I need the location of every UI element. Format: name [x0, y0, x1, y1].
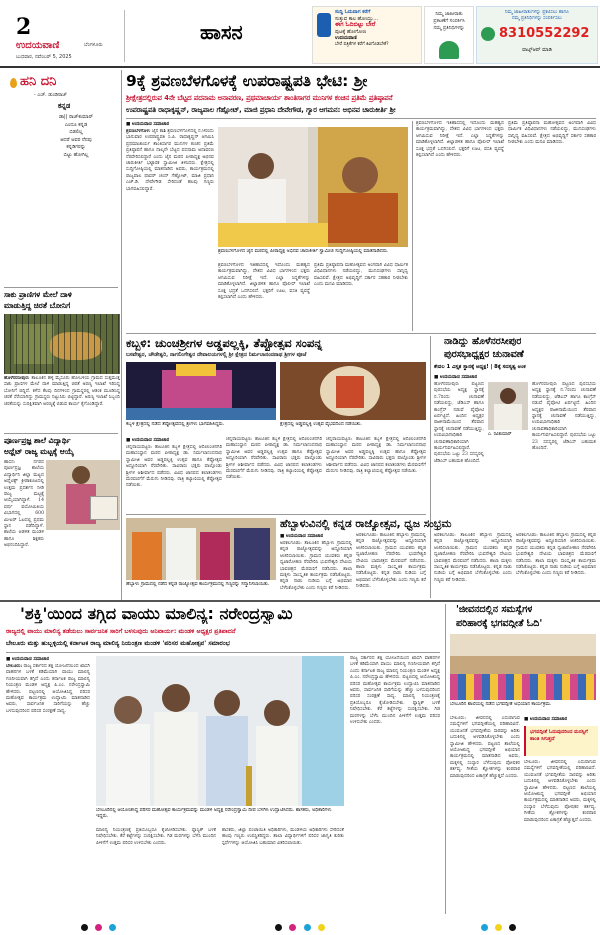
- shravanabelagola-body-c: ಪ್ರತಿಮೆ ಪ್ರತಿಷ್ಠಾಪನಾ ಮಹೋತ್ಸವದ ಅಂಗವಾಗಿ ವಿವಿಧ ಧಾರ್ಮಿಕ ವಿಧಿವಿಧಾನಗಳು ನಡೆಯಲಿದ್ದು, ಮುನಿಸಂಘಗಳು ಸಾನ್ನಿಧ್ಯ ವಹಿಸಲಿವೆ. ಕ್ಷೇತ್ರದ ಅಭಿವೃದ್ಧಿಗೆ ಸರ್ಕಾರ ಸಹಕಾರ ನೀಡಬೇಕು ಎಂದು ಮನವಿ ಮಾಡಿದರು.: [314, 263, 408, 288]
- ad1-line2: ಸುತ್ತುವ ಕಾಲ ಹೋಯ್ತು...: [335, 15, 378, 22]
- hebbal-caption: ಹೆಬ್ಬಾಳು ಗ್ರಾಮದಲ್ಲಿ ನಡೆದ ಕನ್ನಡ ರಾಜ್ಯೋತ್ಸವ ಕಾರ್ಯಕ್ರಮದಲ್ಲಿ ಗಣ್ಯರನ್ನು ಸನ್ಮಾನಿಸಲಾಯಿತು.: [126, 582, 270, 587]
- life-quote-box: [524, 726, 598, 756]
- kabbali-body-3: ಚನ್ನರಾಯಪಟ್ಟಣ: ತಾಲೂಕಿನ ಕಬ್ಬಳಿ ಕ್ಷೇತ್ರದಲ್ಲಿ ಆದಿಚುಂಚನಗಿರಿ ಮಹಾಸಂಸ್ಥಾನ ಮಠದ ಪೀಠಾಧ್ಯಕ್ಷ ಡಾ. ನಿರ್ಮಲಾನಂದನಾಥ ಸ್ವಾಮೀಜಿ ಅವರ ಅಡ್ಡಪಲ್ಲಕ್ಕಿ ಉತ್ಸವ ಹಾಗೂ ತೆಪ್ಪೋತ್ಸವ ಅದ್ಧೂರಿಯಾಗಿ ನೆರವೇರಿತು. ಸಾವಿರಾರು ಭಕ್ತರು ಪಾಲ್ಗೊಂಡು ಶ್ರೀಗಳ ಆಶೀರ್ವಾದ ಪಡೆದರು. ವಿವಿಧ ಜಾನಪದ ಕಲಾತಂಡಗಳು ಮೆರವಣಿಗೆಗೆ ಮೆರುಗು ನೀಡಿದವು. ರಾತ್ರಿ ಕಲ್ಯಾಣಿಯಲ್ಲಿ ತೆಪ್ಪೋತ್ಸವ ನಡೆಯಿತು.: [326, 437, 426, 475]
- kabbali-caption-left: ಕಬ್ಬಳಿ ಕ್ಷೇತ್ರದಲ್ಲಿ ನಡೆದ ತೆಪ್ಪೋತ್ಸವದಲ್ಲಿ ಶ್ರೀಗಳು ಭಾಗವಹಿಸಿದ್ದರು.: [126, 422, 225, 427]
- ad1-line6: ಬೇರೆ ಪತ್ರಿಕೆಗಳ ಕರೆಗೆ ಕಿವಿಗೊಡಬೇಕೆ?: [335, 41, 389, 47]
- hebbal-body-1: ಅರಕಲಗೂಡು: ತಾಲೂಕಿನ ಹೆಬ್ಬಾಳು ಗ್ರಾಮದಲ್ಲಿ ಕನ್ನಡ ರಾಜ್ಯೋತ್ಸವವನ್ನು ಅದ್ಧೂರಿಯಾಗಿ ಆಚರಿಸಲಾಯಿತು. ಗ್ರಾಮದ ಯುವಕರು ಕನ್ನಡ ಧ್ವಜಾರೋಹಣ ನೆರವೇರಿಸಿ ಭುವನೇಶ್ವರಿ ದೇವಿಯ ಭಾವಚಿತ್ರದ ಮೆರವಣಿಗೆ ನಡೆಸಿದರು. ಶಾಲಾ ಮಕ್ಕಳು ಸಾಂಸ್ಕೃತಿಕ ಕಾರ್ಯಕ್ರಮ ನಡೆಸಿಕೊಟ್ಟರು. ಕನ್ನಡ ನಾಡು ನುಡಿಯ ಬಗ್ಗೆ ಅಭಿಮಾನ ಬೆಳೆಸಿಕೊಳ್ಳಬೇಕು ಎಂದು ಗಣ್ಯರು ಕರೆ ನೀಡಿದರು.: [280, 541, 352, 591]
- whatsapp-icon: [481, 27, 495, 41]
- life-byline: ■ ಉದಯವಾಣಿ ಸಮಾಚಾರ: [524, 717, 568, 722]
- athlete-headline-1: ಪೂರ್ಣಪ್ರಜ್ಞ ಶಾಲೆ ವಿದ್ಯಾರ್ಥಿ: [4, 436, 71, 445]
- pollution-dateline: ಬೇಲೂರು:: [6, 664, 23, 669]
- kabbali-photo-left: [126, 362, 276, 420]
- ad1-line5: ಉದಯವಾಣಿ: [335, 35, 357, 41]
- ad1-line1: ಸುದ್ದಿ ಓದುವಾಗ ಕರೆಗೆ: [335, 9, 371, 15]
- life-headline-2: ಪರಿಹಾರಕ್ಕೆ ಭಗವದ್ಗೀತೆ ಓದಿ': [456, 618, 543, 629]
- honey-logo-drop: [10, 78, 17, 88]
- poem-line: ಆದರೆ ಅವರ ನೆನಪು: [60, 136, 92, 143]
- athlete-photo: [46, 460, 120, 530]
- press-meet-photo: [218, 127, 408, 247]
- section-title: ಹಾಸನ: [200, 20, 243, 44]
- leopard-body: [4, 376, 120, 430]
- print-registration-marks-left: [80, 916, 140, 928]
- shravanabelagola-body-a: [126, 129, 214, 331]
- masthead: [0, 0, 600, 66]
- shravanabelagola-body-b: ಶ್ರವಣಬೆಳಗೊಳದ ಇತಿಹಾಸದಲ್ಲಿ ಇದೊಂದು ಮಹತ್ವದ ಕಾರ್ಯಕ್ರಮವಾಗಿದ್ದು, ದೇಶದ ವಿವಿಧ ಭಾಗಗಳಿಂದ ಭಕ್ತರು ಆಗಮಿಸುವ ನಿರೀಕ್ಷೆ ಇದೆ. ಎಲ್ಲಾ ಸಿದ್ಧತೆಗಳನ್ನು ಮಾಡಿಕೊಳ್ಳಲಾಗಿದೆ. ಜಿಲ್ಲಾಡಳಿತ ಹಾಗೂ ಪೊಲೀಸ್ ಇಲಾಖೆ ಸೂಕ್ತ ಭದ್ರತೆ ಒದಗಿಸಲಿದೆ. ಭಕ್ತರಿಗೆ ಊಟ, ವಸತಿ ವ್ಯವಸ್ಥೆ ಕಲ್ಪಿಸಲಾಗಿದೆ ಎಂದು ಹೇಳಿದರು.: [218, 263, 310, 301]
- athlete-headline-2: ಅಥ್ಲೆಟ್ ರಾಜ್ಯ ಮಟ್ಟಕ್ಕೆ ಆಯ್ಕೆ: [4, 447, 74, 456]
- print-registration-marks-right: [480, 916, 540, 928]
- pollution-caption: ಬೇಲೂರಿನಲ್ಲಿ ಆಯೋಜಿಸಿದ್ದ ಪರಿಸರ ಮಹೋತ್ಸವ ಕಾರ್ಯಕ್ರಮವನ್ನು ಮಂಡಳಿ ಅಧ್ಯಕ್ಷ ನರೇಂದ್ರಸ್ವಾಮಿ ದೀಪ ಬೆಳಗಿಸಿ ಉದ್ಘಾಟಿಸಿದರು. ಶಾಸಕರು, ಅಧಿಕಾರಿಗಳು ಇದ್ದರು.: [96, 808, 332, 819]
- pollution-byline: ■ ಉದಯವಾಣಿ ಸಮಾಚಾರ: [6, 657, 50, 662]
- poem-line: ಬಿಡಲಿಲ್ಲ: [69, 129, 83, 135]
- holenarasipura-headline-1: ನಾಡಿದ್ದು ಹೊಳೆನರಸೀಪುರ: [444, 336, 522, 347]
- leopard-photo: [4, 314, 120, 374]
- pollution-deck-1: ರಾಜ್ಯದಲ್ಲಿ ವಾಯು ಮಾಲಿನ್ಯ ತಡೆಯಲು ಸಾರ್ವಜನಿಕ ಸಾರಿಗೆ ಬಳಸುವುದು ಅನಿವಾರ್ಯ: ಮಂಡಳಿ ಅಧ್ಯಕ್ಷರ ಪ್ರತಿಪಾದನೆ: [6, 628, 236, 635]
- house-ad: [312, 6, 422, 64]
- life-caption: ಬೇಲೂರಿನ ಶಾಲೆಯಲ್ಲಿ ನಡೆದ ಭಗವದ್ಗೀತೆ ಅಭಿಯಾನ ಕಾರ್ಯಕ್ರಮ.: [450, 702, 552, 707]
- kabbali-caption-right: ಕ್ಷೇತ್ರದಲ್ಲಿ ಅಡ್ಡಪಲ್ಲಕ್ಕಿ ಉತ್ಸವ ವೈಭವದಿಂದ ನಡೆಯಿತು.: [280, 422, 362, 427]
- kabbali-deck: ಬಸವೇಶ್ವರ, ಚೌಡೇಶ್ವರಿ, ನಾಗಲಿಂಗೇಶ್ವರ ದೇವಾಲಯಗಳಲ್ಲಿ ಶ್ರೀ ಕ್ಷೇತ್ರದ ನಿರ್ಮಲಾನಂದನಾಥ ಶ್ರೀಗಳ ಪೂಜೆ: [126, 352, 307, 358]
- edition: ಬೆಂಗಳೂರು: [84, 42, 103, 48]
- poem-line: ಕನ್ನಡಿಗರನ್ನು: [66, 144, 86, 150]
- ad-phone-number: 8310552292: [499, 26, 590, 41]
- leopard-story: [4, 290, 120, 430]
- leopard-headline-2: ಮಾಡುತ್ತಿದ್ದ ಚಿರತೆ ಬೋನಿಗೆ: [4, 301, 71, 310]
- hebbal-photo: [126, 518, 276, 580]
- athlete-body: ಹಾಸನ: ನಗರದ ಪೂರ್ಣಪ್ರಜ್ಞ ಶಾಲೆಯ ವಿದ್ಯಾರ್ಥಿನಿ ಜಿಲ್ಲಾ ಮಟ್ಟದ ಅಥ್ಲೆಟಿಕ್ಸ್ ಕ್ರೀಡಾಕೂಟದಲ್ಲಿ ಉತ್ತಮ ಪ್ರದರ್ಶನ ನೀಡಿ ರಾಜ್ಯ ಮಟ್ಟಕ್ಕೆ ಆಯ್ಕೆಯಾಗಿದ್ದಾಳೆ. 14 ವರ್ಷ ವಯೋಮಿತಿಯ ವಿಭಾಗದಲ್ಲಿ 600 ಮೀಟರ್ ಓಟದಲ್ಲಿ ಪ್ರಥಮ ಸ್ಥಾನ ಪಡೆದಿದ್ದಾಳೆ. ಶಾಲೆಯ ಆಡಳಿತ ಮಂಡಳಿ ಹಾಗೂ ಶಿಕ್ಷಕರು ಅಭಿನಂದಿಸಿದ್ದಾರೆ.: [4, 460, 44, 549]
- shravanabelagola-deck-2: ಉಪರಾಷ್ಟ್ರಪತಿ ರಾಧಾಕೃಷ್ಣನ್, ರಾಜ್ಯಪಾಲ ಗೆಹ್ಲೋಟ್, ಮಾಜಿ ಪ್ರಧಾನಿ ದೇವೇಗೌಡ, ಗ್ಯಾರ ಆಗಮನ: ಅಭಿನವ ಚಾರುಕೀರ್ತಿ ಶ್ರೀ: [126, 106, 396, 114]
- shravanabelagola-deck-1: ಶ್ರೀಕ್ಷೇತ್ರದಲ್ಲಿರುವ 4ನೇ ಬೆಟ್ಟದ ಪದನಾಮ ಅನಾವರಣ, ಪ್ರಥಮಾಚಾರ್ಯ ಶಾಂತಿಸಾಗರ ಮುನಿಗಳ ಕಂಚಿನ ಪ್ರತಿಮೆ ಪ್ರತಿಷ್ಠಾಪನೆ: [126, 94, 393, 102]
- life-body-2: ಬೇಲೂರು: ಜೀವನದಲ್ಲಿ ಎದುರಾಗುವ ಸಮಸ್ಯೆಗಳಿಗೆ ಭಗವದ್ಗೀತೆಯಲ್ಲಿ ಪರಿಹಾರವಿದೆ. ಯುವಜನತೆ ಭಗವದ್ಗೀತೆಯ ಸಾರವನ್ನು ಅರಿತು ಬದುಕಿನಲ್ಲಿ ಅಳವಡಿಸಿಕೊಳ್ಳಬೇಕು ಎಂದು ಸ್ವಾಮೀಜಿ ಹೇಳಿದರು. ಪಟ್ಟಣದ ಶಾಲೆಯಲ್ಲಿ ಆಯೋಜಿಸಿದ್ದ ಭಗವದ್ಗೀತೆ ಅಭಿಯಾನ ಕಾರ್ಯಕ್ರಮದಲ್ಲಿ ಮಾತನಾಡಿದ ಅವರು, ಮಕ್ಕಳಲ್ಲಿ ಸಂಸ್ಕಾರ ಬೆಳೆಸುವುದು ಪೋಷಕರ ಕರ್ತವ್ಯ. ಗೀತೆಯ ಶ್ಲೋಕಗಳನ್ನು ಕಂಠಪಾಠ ಮಾಡುವುದರಿಂದ ಏಕಾಗ್ರತೆ ಹೆಚ್ಚುತ್ತದೆ ಎಂದರು.: [524, 760, 596, 823]
- poem-line: ಡಾ|| ರಾಜ್‌ಕುಮಾರ್: [59, 114, 93, 120]
- press-meet-caption: ಶ್ರವಣಬೆಳಗೊಳದ ಜೈನ ಮಠದಲ್ಲಿ ಪೀಠಾಧ್ಯಕ್ಷ ಅಭಿನವ ಚಾರುಕೀರ್ತಿ ಸ್ವಾಮೀಜಿ ಸುದ್ದಿಗೋಷ್ಠಿಯಲ್ಲಿ ಮಾತನಾಡಿದರು.: [218, 249, 389, 254]
- people-graphic: [439, 41, 459, 59]
- shravanabelagola-body-right-2: [508, 121, 596, 329]
- pollution-deck-2: ಬೇಲೂರು ಮತ್ತು ಹುಬ್ಬಳ್ಳಿಯಲ್ಲಿ ಕರ್ನಾಟಕ ರಾಜ್ಯ ಮಾಲಿನ್ಯ ನಿಯಂತ್ರಣ ಮಂಡಳಿ 'ಪರಿಸರ ಮಹೋತ್ಸವ' ಸಮಾರಂಭ: [6, 640, 230, 647]
- shravanabelagola-headline: 9ಕ್ಕೆ ಶ್ರವಣಬೆಳಗೊಳಕ್ಕೆ ಉಪರಾಷ್ಟ್ರಪತಿ ಭೇಟಿ: ಶ್ರೀ: [126, 72, 368, 90]
- honey-title: ಕನ್ನಡ: [58, 102, 71, 110]
- shravanabelagola-body-a-text: ಜೈನ ಕಾಶಿ ಶ್ರವಣಬೆಳಗೊಳದಲ್ಲಿ ನ.9ರಂದು ಭಾನುವಾರ ಉಪರಾಷ್ಟ್ರಪತಿ ಸಿ.ಪಿ. ರಾಧಾಕೃಷ್ಣನ್ ಆಗಮಿಸಿ ಪ್ರಥಮಾಚಾರ್ಯ ಶಾಂತಿಸಾಗರ ಮುನಿಗಳ ಕಂಚಿನ ಪ್ರತಿಮೆ ಪ್ರತಿಷ್ಠಾಪನೆ ಹಾಗೂ ನಾಲ್ಕನೇ ಬೆಟ್ಟದ ಪದನಾಮ ಅನಾವರಣ ನೆರವೇರಿಸಲಿದ್ದಾರೆ ಎಂದು ಜೈನ ಮಠದ ಪೀಠಾಧ್ಯಕ್ಷ ಅಭಿನವ ಚಾರುಕೀರ್ತಿ ಭಟ್ಟಾರಕ ಸ್ವಾಮೀಜಿ ತಿಳಿಸಿದರು. ಕ್ಷೇತ್ರದಲ್ಲಿ ಸುದ್ದಿಗೋಷ್ಠಿಯಲ್ಲಿ ಮಾತನಾಡಿದ ಅವರು, ಕಾರ್ಯಕ್ರಮದಲ್ಲಿ ರಾಜ್ಯಪಾಲ ಥಾವರ್ ಚಂದ್ ಗೆಹ್ಲೋಟ್, ಮಾಜಿ ಪ್ರಧಾನಿ ಎಚ್.ಡಿ. ದೇವೇಗೌಡ ಸೇರಿದಂತೆ ಹಲವು ಗಣ್ಯರು ಭಾಗವಹಿಸಲಿದ್ದಾರೆ.: [126, 129, 214, 192]
- date-line: ಬುಧವಾರ, ನವೆಂಬರ್ 5, 2025: [16, 54, 72, 60]
- leopard-headline-1: ಸಾಕು ಪ್ರಾಣಿಗಳ ಮೇಲೆ ದಾಳಿ: [4, 290, 72, 299]
- pollution-body-d-text-2: ಮಾಲಿನ್ಯ ನಿಯಂತ್ರಣಕ್ಕೆ ಪ್ರತಿಯೊಬ್ಬರೂ ಕೈಜೋಡಿಸಬೇಕು. ಪ್ಲಾಸ್ಟಿಕ್ ಬಳಕೆ ನಿಷೇಧಿಸಬೇಕು. ಕೆರೆ ಕಟ್ಟೆಗಳನ್ನು ಸಂರಕ್ಷಿಸಬೇಕು. ಗಿಡ ಮರಗಳನ್ನು ಬೆಳೆಸಿ ಮುಂದಿನ ಪೀಳಿಗೆಗೆ ಉತ್ತಮ ಪರಿಸರ ಉಳಿಸಬೇಕು ಎಂದರು.: [350, 694, 440, 726]
- life-quote: ಭಗವದ್ಗೀತೆ ಓದುವುದರಿಂದ ಮನಸ್ಸಿಗೆ ಶಾಂತಿ ಸಿಗುತ್ತದೆ: [530, 729, 588, 742]
- ad3-line3: ವಾಟ್ಸ್ಆಪ್ ಮಾಡಿ: [522, 47, 552, 53]
- pollution-headline: 'ಶಕ್ತಿ'ಯಿಂದ ತಗ್ಗಿದ ವಾಯು ಮಾಲಿನ್ಯ: ನರೇಂದ್ರಸ್ವಾಮಿ: [20, 604, 293, 623]
- rep-ad: [424, 6, 474, 64]
- byline: ■ ಉದಯವಾಣಿ ಸಮಾಚಾರ: [126, 122, 170, 127]
- ad3-line1: ನಿಮ್ಮ ಜಾಹೀರಾತುಗಳನ್ನು ಪ್ರಕಟಿಸಲು ಹಾಗೂ: [505, 10, 569, 15]
- leopard-body-text: ತಾಲೂಕಿನ ಹಳ್ಳಿ ಮೈಸೂರು ಹೋಬಳಿಯ ಗ್ರಾಮದ ಸುತ್ತಮುತ್ತ ಸಾಕು ಪ್ರಾಣಿಗಳ ಮೇಲೆ ದಾಳಿ ಮಾಡುತ್ತಿದ್ದ ಚಿರತೆ ಅರಣ್ಯ ಇಲಾಖೆ ಇರಿಸಿದ್ದ ಬೋನಿಗೆ ಬಿದ್ದಿದೆ. ಕಳೆದ ಕೆಲವು ದಿನಗಳಿಂದ ಗ್ರಾಮಸ್ಥರಲ್ಲಿ ಆತಂಕ ಮೂಡಿಸಿದ್ದ ಚಿರತೆ ಸೆರೆಯಾಗಿದ್ದು ಗ್ರಾಮಸ್ಥರು ನಿಟ್ಟುಸಿರು ಬಿಟ್ಟಿದ್ದಾರೆ. ಅರಣ್ಯ ಇಲಾಖೆ ಸಿಬ್ಬಂದಿ ಚಿರತೆಯನ್ನು ಸುರಕ್ಷಿತವಾಗಿ ಅರಣ್ಯಕ್ಕೆ ಬಿಡುವ ಕಾರ್ಯ ಕೈಗೊಂಡಿದ್ದಾರೆ.: [4, 376, 120, 407]
- honey-author: - ಎಚ್. ಡುಂಡಿರಾಜ್: [34, 93, 67, 98]
- pollution-body-d: [350, 656, 440, 914]
- phone-graphic: [317, 13, 331, 37]
- pollution-body-c: ಶಾಸಕರು, ಜಿಲ್ಲಾ ಪಂಚಾಯಿತಿ ಅಧಿಕಾರಿಗಳು, ಮಂಡಳಿಯ ಅಧಿಕಾರಿಗಳು ಸೇರಿದಂತೆ ಹಲವು ಗಣ್ಯರು ಉಪಸ್ಥಿತರಿದ್ದರು. ಶಾಲಾ ವಿದ್ಯಾರ್ಥಿಗಳಿಗೆ ಪರಿಸರ ಜಾಗೃತಿ ಕುರಿತು ಸ್ಪರ್ಧೆಗಳನ್ನು ಆಯೋಜಿಸಿ ಬಹುಮಾನ ವಿತರಿಸಲಾಯಿತು.: [222, 828, 344, 846]
- shravanabelagola-body-right: [416, 121, 504, 329]
- honey-poem: [34, 114, 118, 159]
- hebbal-body-3: ಅರಕಲಗೂಡು: ತಾಲೂಕಿನ ಹೆಬ್ಬಾಳು ಗ್ರಾಮದಲ್ಲಿ ಕನ್ನಡ ರಾಜ್ಯೋತ್ಸವವನ್ನು ಅದ್ಧೂರಿಯಾಗಿ ಆಚರಿಸಲಾಯಿತು. ಗ್ರಾಮದ ಯುವಕರು ಕನ್ನಡ ಧ್ವಜಾರೋಹಣ ನೆರವೇರಿಸಿ ಭುವನೇಶ್ವರಿ ದೇವಿಯ ಭಾವಚಿತ್ರದ ಮೆರವಣಿಗೆ ನಡೆಸಿದರು. ಶಾಲಾ ಮಕ್ಕಳು ಸಾಂಸ್ಕೃತಿಕ ಕಾರ್ಯಕ್ರಮ ನಡೆಸಿಕೊಟ್ಟರು. ಕನ್ನಡ ನಾಡು ನುಡಿಯ ಬಗ್ಗೆ ಅಭಿಮಾನ ಬೆಳೆಸಿಕೊಳ್ಳಬೇಕು ಎಂದು ಗಣ್ಯರು ಕರೆ ನೀಡಿದರು.: [434, 533, 512, 583]
- hebbal-body-4: ಅರಕಲಗೂಡು: ತಾಲೂಕಿನ ಹೆಬ್ಬಾಳು ಗ್ರಾಮದಲ್ಲಿ ಕನ್ನಡ ರಾಜ್ಯೋತ್ಸವವನ್ನು ಅದ್ಧೂರಿಯಾಗಿ ಆಚರಿಸಲಾಯಿತು. ಗ್ರಾಮದ ಯುವಕರು ಕನ್ನಡ ಧ್ವಜಾರೋಹಣ ನೆರವೇರಿಸಿ ಭುವನೇಶ್ವರಿ ದೇವಿಯ ಭಾವಚಿತ್ರದ ಮೆರವಣಿಗೆ ನಡೆಸಿದರು. ಶಾಲಾ ಮಕ್ಕಳು ಸಾಂಸ್ಕೃತಿಕ ಕಾರ್ಯಕ್ರಮ ನಡೆಸಿಕೊಟ್ಟರು. ಕನ್ನಡ ನಾಡು ನುಡಿಯ ಬಗ್ಗೆ ಅಭಿಮಾನ ಬೆಳೆಸಿಕೊಳ್ಳಬೇಕು ಎಂದು ಗಣ್ಯರು ಕರೆ ನೀಡಿದರು.: [516, 533, 596, 577]
- poem-line: ಬಿಟ್ಟು ಹೋಗಿಲ್ಲ: [63, 151, 89, 158]
- ad2-line1: ನಿಮ್ಮ ಜಾಹೀರಾತು: [435, 12, 463, 17]
- kabbali-photo-right: [280, 362, 426, 420]
- right-column-text: ಶ್ರವಣಬೆಳಗೊಳದ ಇತಿಹಾಸದಲ್ಲಿ ಇದೊಂದು ಮಹತ್ವದ ಕಾರ್ಯಕ್ರಮವಾಗಿದ್ದು, ದೇಶದ ವಿವಿಧ ಭಾಗಗಳಿಂದ ಭಕ್ತರು ಆಗಮಿಸುವ ನಿರೀಕ್ಷೆ ಇದೆ. ಎಲ್ಲಾ ಸಿದ್ಧತೆಗಳನ್ನು ಮಾಡಿಕೊಳ್ಳಲಾಗಿದೆ. ಜಿಲ್ಲಾಡಳಿತ ಹಾಗೂ ಪೊಲೀಸ್ ಇಲಾಖೆ ಸೂಕ್ತ ಭದ್ರತೆ ಒದಗಿಸಲಿದೆ. ಭಕ್ತರಿಗೆ ಊಟ, ವಸತಿ ವ್ಯವಸ್ಥೆ ಕಲ್ಪಿಸಲಾಗಿದೆ ಎಂದು ಹೇಳಿದರು.: [416, 121, 504, 159]
- honey-column: [4, 70, 118, 284]
- holenarasipura-body-1: ಹೊಳೆನರಸೀಪುರ: ಪಟ್ಟಣದ ಪುರಸಭೆಯ ಅಧ್ಯಕ್ಷ ಸ್ಥಾನಕ್ಕೆ ನ.7ರಂದು ಚುನಾವಣೆ ನಡೆಯಲಿದ್ದು, ಜೆಡಿಎಸ್ ಹಾಗೂ ಕಾಂಗ್ರೆಸ್ ನಡುವೆ ಪೈಪೋಟಿ ಏರ್ಪಟ್ಟಿದೆ. ಹಿಂದಿನ ಅಧ್ಯಕ್ಷರ ರಾಜೀನಾಮೆಯಿಂದ ತೆರವಾದ ಸ್ಥಾನಕ್ಕೆ ಚುನಾವಣೆ ನಡೆಯುತ್ತಿದ್ದು, ಉಪವಿಭಾಗಾಧಿಕಾರಿ ಚುನಾವಣಾಧಿಕಾರಿಯಾಗಿ ಕಾರ್ಯನಿರ್ವಹಿಸಲಿದ್ದಾರೆ. ಪುರಸಭೆಯ ಒಟ್ಟು 23 ಸದಸ್ಯರಲ್ಲಿ ಜೆಡಿಎಸ್ ಬಹುಮತ ಹೊಂದಿದೆ.: [434, 382, 484, 464]
- page-number: 2: [16, 14, 32, 40]
- pollution-body-b: ಮಾಲಿನ್ಯ ನಿಯಂತ್ರಣಕ್ಕೆ ಪ್ರತಿಯೊಬ್ಬರೂ ಕೈಜೋಡಿಸಬೇಕು. ಪ್ಲಾಸ್ಟಿಕ್ ಬಳಕೆ ನಿಷೇಧಿಸಬೇಕು. ಕೆರೆ ಕಟ್ಟೆಗಳನ್ನು ಸಂರಕ್ಷಿಸಬೇಕು. ಗಿಡ ಮರಗಳನ್ನು ಬೆಳೆಸಿ ಮುಂದಿನ ಪೀಳಿಗೆಗೆ ಉತ್ತಮ ಪರಿಸರ ಉಳಿಸಬೇಕು ಎಂದರು.: [96, 828, 216, 846]
- life-photo: [450, 634, 596, 700]
- life-headline-1: 'ಜೀವನದಲ್ಲಿನ ಸಮಸ್ಯೆಗಳ: [456, 604, 533, 615]
- ad3-line2: ನಮ್ಮ ಪ್ರತಿನಿಧಿಗಳನ್ನು ಸಂಪರ್ಕಿಸಲು: [511, 16, 562, 21]
- holenarasipura-story: [434, 336, 596, 530]
- kabbali-body-1: ಚನ್ನರಾಯಪಟ್ಟಣ: ತಾಲೂಕಿನ ಕಬ್ಬಳಿ ಕ್ಷೇತ್ರದಲ್ಲಿ ಆದಿಚುಂಚನಗಿರಿ ಮಹಾಸಂಸ್ಥಾನ ಮಠದ ಪೀಠಾಧ್ಯಕ್ಷ ಡಾ. ನಿರ್ಮಲಾನಂದನಾಥ ಸ್ವಾಮೀಜಿ ಅವರ ಅಡ್ಡಪಲ್ಲಕ್ಕಿ ಉತ್ಸವ ಹಾಗೂ ತೆಪ್ಪೋತ್ಸವ ಅದ್ಧೂರಿಯಾಗಿ ನೆರವೇರಿತು. ಸಾವಿರಾರು ಭಕ್ತರು ಪಾಲ್ಗೊಂಡು ಶ್ರೀಗಳ ಆಶೀರ್ವಾದ ಪಡೆದರು. ವಿವಿಧ ಜಾನಪದ ಕಲಾತಂಡಗಳು ಮೆರವಣಿಗೆಗೆ ಮೆರುಗು ನೀಡಿದವು. ರಾತ್ರಿ ಕಲ್ಯಾಣಿಯಲ್ಲಿ ತೆಪ್ಪೋತ್ಸವ ನಡೆಯಿತು.: [126, 445, 222, 489]
- holenarasipura-photo-label: ಎ. ರವಿಕುಮಾರ್: [488, 432, 512, 437]
- holenarasipura-photo: [488, 382, 528, 430]
- shravanabelagola-dateline: ಶ್ರವಣಬೆಳಗೊಳ:: [126, 129, 151, 134]
- ad1-line4: ಪುಟಕ್ಕೆ ಹೋಗೋಣ: [335, 28, 367, 35]
- athlete-story: [4, 436, 120, 600]
- ad2-line2: ಪ್ರಕಟಣೆಗೆ ಸಂಪರ್ಕಿಸಿ: [433, 19, 465, 24]
- holenarasipura-byline: ■ ಉದಯವಾಣಿ ಸಮಾಚಾರ: [434, 375, 478, 380]
- kabbali-byline: ■ ಉದಯವಾಣಿ ಸಮಾಚಾರ: [126, 438, 170, 443]
- life-story: [450, 604, 596, 914]
- honey-logo: ಹನಿ ದನಿ: [20, 74, 57, 89]
- kabbali-body-2: ಚನ್ನರಾಯಪಟ್ಟಣ: ತಾಲೂಕಿನ ಕಬ್ಬಳಿ ಕ್ಷೇತ್ರದಲ್ಲಿ ಆದಿಚುಂಚನಗಿರಿ ಮಹಾಸಂಸ್ಥಾನ ಮಠದ ಪೀಠಾಧ್ಯಕ್ಷ ಡಾ. ನಿರ್ಮಲಾನಂದನಾಥ ಸ್ವಾಮೀಜಿ ಅವರ ಅಡ್ಡಪಲ್ಲಕ್ಕಿ ಉತ್ಸವ ಹಾಗೂ ತೆಪ್ಪೋತ್ಸವ ಅದ್ಧೂರಿಯಾಗಿ ನೆರವೇರಿತು. ಸಾವಿರಾರು ಭಕ್ತರು ಪಾಲ್ಗೊಂಡು ಶ್ರೀಗಳ ಆಶೀರ್ವಾದ ಪಡೆದರು. ವಿವಿಧ ಜಾನಪದ ಕಲಾತಂಡಗಳು ಮೆರವಣಿಗೆಗೆ ಮೆರುಗು ನೀಡಿದವು. ರಾತ್ರಿ ಕಲ್ಯಾಣಿಯಲ್ಲಿ ತೆಪ್ಪೋತ್ಸವ ನಡೆಯಿತು.: [226, 437, 322, 481]
- holenarasipura-headline-2: ಪುರಸಭಾಧ್ಯಕ್ಷರ ಚುನಾವಣೆ: [444, 349, 524, 360]
- pollution-body-d-text: ರಾಜ್ಯ ಸರ್ಕಾರದ ಶಕ್ತಿ ಯೋಜನೆಯಿಂದ ಖಾಸಗಿ ವಾಹನಗಳ ಬಳಕೆ ಕಡಿಮೆಯಾಗಿ ವಾಯು ಮಾಲಿನ್ಯ ಗಣನೀಯವಾಗಿ ತಗ್ಗಿದೆ ಎಂದು ಕರ್ನಾಟಕ ರಾಜ್ಯ ಮಾಲಿನ್ಯ ನಿಯಂತ್ರಣ ಮಂಡಳಿ ಅಧ್ಯಕ್ಷ ಪಿ.ಎಂ. ನರೇಂದ್ರಸ್ವಾಮಿ ಹೇಳಿದರು. ಪಟ್ಟಣದಲ್ಲಿ ಆಯೋಜಿಸಿದ್ದ ಪರಿಸರ ಮಹೋತ್ಸವ ಕಾರ್ಯಕ್ರಮ ಉದ್ಘಾಟಿಸಿ ಮಾತನಾಡಿದ ಅವರು, ಸಾರ್ವಜನಿಕ ಸಾರಿಗೆಯನ್ನು ಹೆಚ್ಚು ಬಳಸುವುದರಿಂದ ಪರಿಸರ ಸಂರಕ್ಷಣೆ ಸಾಧ್ಯ.: [350, 656, 440, 700]
- life-body-1: ಬೇಲೂರು: ಜೀವನದಲ್ಲಿ ಎದುರಾಗುವ ಸಮಸ್ಯೆಗಳಿಗೆ ಭಗವದ್ಗೀತೆಯಲ್ಲಿ ಪರಿಹಾರವಿದೆ. ಯುವಜನತೆ ಭಗವದ್ಗೀತೆಯ ಸಾರವನ್ನು ಅರಿತು ಬದುಕಿನಲ್ಲಿ ಅಳವಡಿಸಿಕೊಳ್ಳಬೇಕು ಎಂದು ಸ್ವಾಮೀಜಿ ಹೇಳಿದರು. ಪಟ್ಟಣದ ಶಾಲೆಯಲ್ಲಿ ಆಯೋಜಿಸಿದ್ದ ಭಗವದ್ಗೀತೆ ಅಭಿಯಾನ ಕಾರ್ಯಕ್ರಮದಲ್ಲಿ ಮಾತನಾಡಿದ ಅವರು, ಮಕ್ಕಳಲ್ಲಿ ಸಂಸ್ಕಾರ ಬೆಳೆಸುವುದು ಪೋಷಕರ ಕರ್ತವ್ಯ. ಗೀತೆಯ ಶ್ಲೋಕಗಳನ್ನು ಕಂಠಪಾಠ ಮಾಡುವುದರಿಂದ ಏಕಾಗ್ರತೆ ಹೆಚ್ಚುತ್ತದೆ ಎಂದರು.: [450, 716, 520, 779]
- paper-name: ಉದಯವಾಣಿ: [16, 40, 60, 51]
- pollution-body-a-text: ರಾಜ್ಯ ಸರ್ಕಾರದ ಶಕ್ತಿ ಯೋಜನೆಯಿಂದ ಖಾಸಗಿ ವಾಹನಗಳ ಬಳಕೆ ಕಡಿಮೆಯಾಗಿ ವಾಯು ಮಾಲಿನ್ಯ ಗಣನೀಯವಾಗಿ ತಗ್ಗಿದೆ ಎಂದು ಕರ್ನಾಟಕ ರಾಜ್ಯ ಮಾಲಿನ್ಯ ನಿಯಂತ್ರಣ ಮಂಡಳಿ ಅಧ್ಯಕ್ಷ ಪಿ.ಎಂ. ನರೇಂದ್ರಸ್ವಾಮಿ ಹೇಳಿದರು. ಪಟ್ಟಣದಲ್ಲಿ ಆಯೋಜಿಸಿದ್ದ ಪರಿಸರ ಮಹೋತ್ಸವ ಕಾರ್ಯಕ್ರಮ ಉದ್ಘಾಟಿಸಿ ಮಾತನಾಡಿದ ಅವರು, ಸಾರ್ವಜನಿಕ ಸಾರಿಗೆಯನ್ನು ಹೆಚ್ಚು ಬಳಸುವುದರಿಂದ ಪರಿಸರ ಸಂರಕ್ಷಣೆ ಸಾಧ್ಯ.: [6, 664, 90, 714]
- hebbal-headline: ಹೆಬ್ಬಾಳುವಿನಲ್ಲಿ ಕನ್ನಡ ರಾಜ್ಯೋತ್ಸವ, ಧ್ವಜ ಸಂಭ್ರಮ: [280, 518, 452, 530]
- kabbali-headline: ಕಬ್ಬಳಿ: ಚುಂಚಶ್ರೀಗಳ ಅಡ್ಡಪಲ್ಲಕ್ಕಿ, ತೆಪ್ಪೋತ್ಸವ ಸಂಪನ್ನ: [126, 336, 323, 350]
- ad1-line3: ಈಗ ಓದಿಬಿಟ್ಟು ಬೇರೆ: [335, 21, 376, 28]
- leopard-dateline: ಹೊಳೆನರಸೀಪುರ:: [4, 376, 30, 381]
- poem-line: ಎಂದೂ ಕನ್ನಡ: [64, 121, 88, 128]
- hebbal-byline: ■ ಉದಯವಾಣಿ ಸಮಾಚಾರ: [280, 534, 324, 539]
- pollution-photo: [96, 656, 344, 806]
- ad2-line3: ನಮ್ಮ ಪ್ರತಿನಿಧಿಗಳನ್ನು: [433, 26, 465, 31]
- holenarasipura-kicker: ಕೇವಲ 1 ವಿಸ್ತೃತ ಸ್ಥಾನಕ್ಕೆ ಅಧ್ಯಕ್ಷ! | 8ಕ್ಕೆ ಸದಸ್ಯತ್ವ ಅಂಕ: [434, 364, 526, 370]
- right-column-text-2: ಪ್ರತಿಮೆ ಪ್ರತಿಷ್ಠಾಪನಾ ಮಹೋತ್ಸವದ ಅಂಗವಾಗಿ ವಿವಿಧ ಧಾರ್ಮಿಕ ವಿಧಿವಿಧಾನಗಳು ನಡೆಯಲಿದ್ದು, ಮುನಿಸಂಘಗಳು ಸಾನ್ನಿಧ್ಯ ವಹಿಸಲಿವೆ. ಕ್ಷೇತ್ರದ ಅಭಿವೃದ್ಧಿಗೆ ಸರ್ಕಾರ ಸಹಕಾರ ನೀಡಬೇಕು ಎಂದು ಮನವಿ ಮಾಡಿದರು.: [508, 121, 596, 146]
- hebbal-body-2: ಅರಕಲಗೂಡು: ತಾಲೂಕಿನ ಹೆಬ್ಬಾಳು ಗ್ರಾಮದಲ್ಲಿ ಕನ್ನಡ ರಾಜ್ಯೋತ್ಸವವನ್ನು ಅದ್ಧೂರಿಯಾಗಿ ಆಚರಿಸಲಾಯಿತು. ಗ್ರಾಮದ ಯುವಕರು ಕನ್ನಡ ಧ್ವಜಾರೋಹಣ ನೆರವೇರಿಸಿ ಭುವನೇಶ್ವರಿ ದೇವಿಯ ಭಾವಚಿತ್ರದ ಮೆರವಣಿಗೆ ನಡೆಸಿದರು. ಶಾಲಾ ಮಕ್ಕಳು ಸಾಂಸ್ಕೃತಿಕ ಕಾರ್ಯಕ್ರಮ ನಡೆಸಿಕೊಟ್ಟರು. ಕನ್ನಡ ನಾಡು ನುಡಿಯ ಬಗ್ಗೆ ಅಭಿಮಾನ ಬೆಳೆಸಿಕೊಳ್ಳಬೇಕು ಎಂದು ಗಣ್ಯರು ಕರೆ ನೀಡಿದರು.: [356, 533, 426, 590]
- whatsapp-ad: [476, 6, 598, 64]
- holenarasipura-body-2: ಹೊಳೆನರಸೀಪುರ: ಪಟ್ಟಣದ ಪುರಸಭೆಯ ಅಧ್ಯಕ್ಷ ಸ್ಥಾನಕ್ಕೆ ನ.7ರಂದು ಚುನಾವಣೆ ನಡೆಯಲಿದ್ದು, ಜೆಡಿಎಸ್ ಹಾಗೂ ಕಾಂಗ್ರೆಸ್ ನಡುವೆ ಪೈಪೋಟಿ ಏರ್ಪಟ್ಟಿದೆ. ಹಿಂದಿನ ಅಧ್ಯಕ್ಷರ ರಾಜೀನಾಮೆಯಿಂದ ತೆರವಾದ ಸ್ಥಾನಕ್ಕೆ ಚುನಾವಣೆ ನಡೆಯುತ್ತಿದ್ದು, ಉಪವಿಭಾಗಾಧಿಕಾರಿ ಚುನಾವಣಾಧಿಕಾರಿಯಾಗಿ ಕಾರ್ಯನಿರ್ವಹಿಸಲಿದ್ದಾರೆ. ಪುರಸಭೆಯ ಒಟ್ಟು 23 ಸದಸ್ಯರಲ್ಲಿ ಜೆಡಿಎಸ್ ಬಹುಮತ ಹೊಂದಿದೆ.: [532, 382, 596, 452]
- pollution-body-a: [6, 664, 90, 914]
